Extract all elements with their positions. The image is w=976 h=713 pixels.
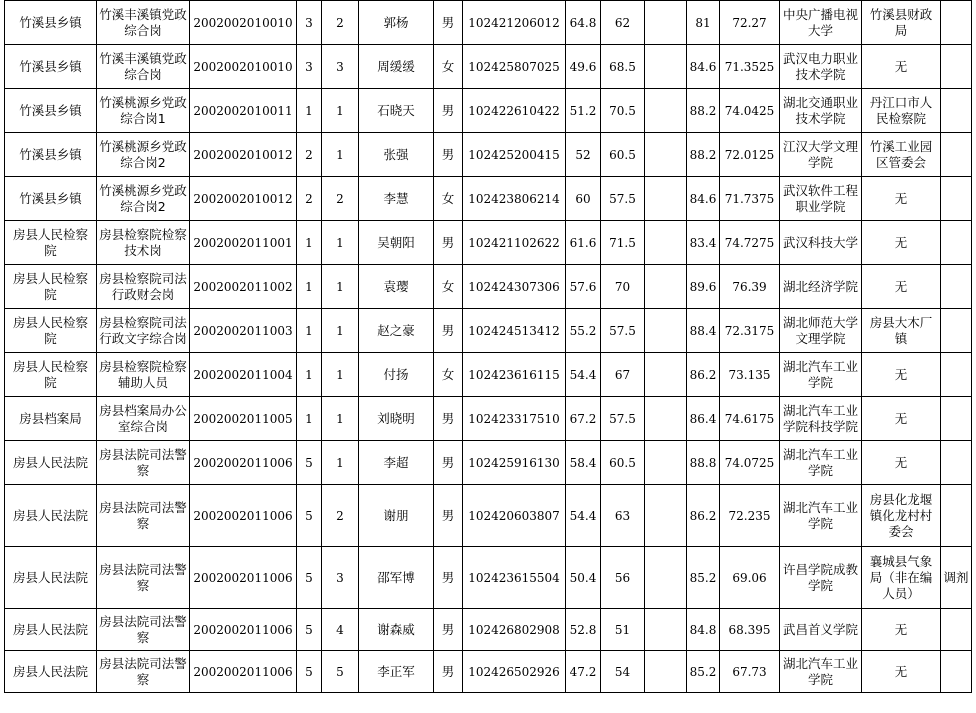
position-cell: 房县检察院检察技术岗 <box>97 221 190 265</box>
extra-score-cell <box>645 609 687 651</box>
written-score-cell: 52 <box>566 133 601 177</box>
note-cell <box>941 485 972 547</box>
total-score-cell: 74.0425 <box>720 89 780 133</box>
test-score-cell: 60.5 <box>601 441 645 485</box>
interview-score-cell: 85.2 <box>687 547 720 609</box>
school-cell: 湖北汽车工业学院 <box>780 651 862 693</box>
position-code-cell: 2002002011006 <box>190 547 297 609</box>
candidate-name-cell: 付扬 <box>359 353 434 397</box>
exam-number-cell: 102421206012 <box>463 1 566 45</box>
employer-cell: 无 <box>862 609 941 651</box>
total-score-cell: 76.39 <box>720 265 780 309</box>
position-code-cell: 2002002011001 <box>190 221 297 265</box>
exam-number-cell: 102425916130 <box>463 441 566 485</box>
rank-cell: 2 <box>322 177 359 221</box>
school-cell: 许昌学院成教学院 <box>780 547 862 609</box>
school-cell: 武汉软件工程职业学院 <box>780 177 862 221</box>
candidate-name-cell: 吴朝阳 <box>359 221 434 265</box>
gender-cell: 男 <box>434 309 463 353</box>
extra-score-cell <box>645 353 687 397</box>
table-row <box>5 353 972 397</box>
note-cell <box>941 609 972 651</box>
unit-cell: 房县档案局 <box>5 397 97 441</box>
extra-score-cell <box>645 397 687 441</box>
table-row <box>5 45 972 89</box>
unit-cell: 房县人民法院 <box>5 651 97 693</box>
note-cell: 调剂 <box>941 547 972 609</box>
written-score-cell: 54.4 <box>566 353 601 397</box>
position-code-cell: 2002002010012 <box>190 177 297 221</box>
unit-cell: 房县人民检察院 <box>5 221 97 265</box>
table-row <box>5 133 972 177</box>
candidate-name-cell: 邵军博 <box>359 547 434 609</box>
unit-cell: 房县人民检察院 <box>5 309 97 353</box>
table-row <box>5 265 972 309</box>
position-cell: 房县检察院司法行政文字综合岗 <box>97 309 190 353</box>
school-cell: 武昌首义学院 <box>780 609 862 651</box>
extra-score-cell <box>645 89 687 133</box>
employer-cell: 无 <box>862 177 941 221</box>
interview-score-cell: 83.4 <box>687 221 720 265</box>
quota-cell: 1 <box>297 309 322 353</box>
exam-number-cell: 102420603807 <box>463 485 566 547</box>
employer-cell: 无 <box>862 353 941 397</box>
note-cell <box>941 45 972 89</box>
table-row <box>5 309 972 353</box>
candidate-name-cell: 赵之豪 <box>359 309 434 353</box>
employer-cell: 房县化龙堰镇化龙村村委会 <box>862 485 941 547</box>
candidate-name-cell: 刘晓明 <box>359 397 434 441</box>
unit-cell: 竹溪县乡镇 <box>5 177 97 221</box>
quota-cell: 5 <box>297 485 322 547</box>
candidate-name-cell: 袁璎 <box>359 265 434 309</box>
position-cell: 竹溪桃源乡党政综合岗2 <box>97 177 190 221</box>
gender-cell: 女 <box>434 45 463 89</box>
test-score-cell: 67 <box>601 353 645 397</box>
position-code-cell: 2002002011006 <box>190 609 297 651</box>
candidate-name-cell: 郭杨 <box>359 1 434 45</box>
total-score-cell: 68.395 <box>720 609 780 651</box>
interview-score-cell: 88.2 <box>687 89 720 133</box>
extra-score-cell <box>645 485 687 547</box>
written-score-cell: 64.8 <box>566 1 601 45</box>
written-score-cell: 60 <box>566 177 601 221</box>
unit-cell: 房县人民法院 <box>5 441 97 485</box>
extra-score-cell <box>645 1 687 45</box>
quota-cell: 5 <box>297 547 322 609</box>
test-score-cell: 51 <box>601 609 645 651</box>
gender-cell: 男 <box>434 485 463 547</box>
test-score-cell: 71.5 <box>601 221 645 265</box>
candidate-name-cell: 张强 <box>359 133 434 177</box>
total-score-cell: 72.235 <box>720 485 780 547</box>
school-cell: 江汉大学文理学院 <box>780 133 862 177</box>
rank-cell: 1 <box>322 89 359 133</box>
position-cell: 房县检察院检察辅助人员 <box>97 353 190 397</box>
written-score-cell: 47.2 <box>566 651 601 693</box>
candidate-name-cell: 李超 <box>359 441 434 485</box>
rank-cell: 2 <box>322 485 359 547</box>
candidate-name-cell: 谢朋 <box>359 485 434 547</box>
unit-cell: 竹溪县乡镇 <box>5 45 97 89</box>
school-cell: 中央广播电视大学 <box>780 1 862 45</box>
written-score-cell: 49.6 <box>566 45 601 89</box>
position-code-cell: 2002002010010 <box>190 1 297 45</box>
employer-cell: 竹溪县财政局 <box>862 1 941 45</box>
table-row <box>5 441 972 485</box>
candidate-name-cell: 谢森威 <box>359 609 434 651</box>
results-table <box>4 0 972 693</box>
unit-cell: 房县人民检察院 <box>5 353 97 397</box>
employer-cell: 房县大木厂镇 <box>862 309 941 353</box>
position-code-cell: 2002002011006 <box>190 485 297 547</box>
interview-score-cell: 86.2 <box>687 353 720 397</box>
quota-cell: 3 <box>297 45 322 89</box>
test-score-cell: 62 <box>601 1 645 45</box>
school-cell: 湖北汽车工业学院 <box>780 485 862 547</box>
exam-number-cell: 102421102622 <box>463 221 566 265</box>
employer-cell: 无 <box>862 441 941 485</box>
rank-cell: 4 <box>322 609 359 651</box>
written-score-cell: 61.6 <box>566 221 601 265</box>
quota-cell: 1 <box>297 221 322 265</box>
gender-cell: 女 <box>434 177 463 221</box>
interview-score-cell: 84.6 <box>687 177 720 221</box>
note-cell <box>941 1 972 45</box>
extra-score-cell <box>645 651 687 693</box>
total-score-cell: 74.6175 <box>720 397 780 441</box>
interview-score-cell: 86.2 <box>687 485 720 547</box>
employer-cell: 无 <box>862 221 941 265</box>
test-score-cell: 60.5 <box>601 133 645 177</box>
written-score-cell: 55.2 <box>566 309 601 353</box>
gender-cell: 男 <box>434 397 463 441</box>
table-row <box>5 609 972 651</box>
gender-cell: 女 <box>434 353 463 397</box>
exam-number-cell: 102423317510 <box>463 397 566 441</box>
total-score-cell: 71.3525 <box>720 45 780 89</box>
written-score-cell: 50.4 <box>566 547 601 609</box>
position-cell: 竹溪丰溪镇党政综合岗 <box>97 1 190 45</box>
rank-cell: 1 <box>322 441 359 485</box>
position-cell: 房县法院司法警察 <box>97 441 190 485</box>
gender-cell: 男 <box>434 547 463 609</box>
unit-cell: 竹溪县乡镇 <box>5 89 97 133</box>
gender-cell: 男 <box>434 89 463 133</box>
note-cell <box>941 89 972 133</box>
table-row <box>5 177 972 221</box>
exam-number-cell: 102423615504 <box>463 547 566 609</box>
exam-number-cell: 102426502926 <box>463 651 566 693</box>
quota-cell: 1 <box>297 397 322 441</box>
candidate-name-cell: 李慧 <box>359 177 434 221</box>
interview-score-cell: 85.2 <box>687 651 720 693</box>
school-cell: 武汉电力职业技术学院 <box>780 45 862 89</box>
note-cell <box>941 133 972 177</box>
rank-cell: 1 <box>322 265 359 309</box>
test-score-cell: 68.5 <box>601 45 645 89</box>
employer-cell: 无 <box>862 45 941 89</box>
exam-number-cell: 102424307306 <box>463 265 566 309</box>
gender-cell: 男 <box>434 441 463 485</box>
written-score-cell: 51.2 <box>566 89 601 133</box>
extra-score-cell <box>645 547 687 609</box>
school-cell: 湖北交通职业技术学院 <box>780 89 862 133</box>
rank-cell: 2 <box>322 1 359 45</box>
total-score-cell: 72.0125 <box>720 133 780 177</box>
test-score-cell: 63 <box>601 485 645 547</box>
table-row <box>5 89 972 133</box>
school-cell: 湖北汽车工业学院 <box>780 353 862 397</box>
exam-number-cell: 102423616115 <box>463 353 566 397</box>
quota-cell: 5 <box>297 651 322 693</box>
position-code-cell: 2002002010011 <box>190 89 297 133</box>
written-score-cell: 57.6 <box>566 265 601 309</box>
position-cell: 房县法院司法警察 <box>97 651 190 693</box>
employer-cell: 无 <box>862 397 941 441</box>
position-cell: 竹溪桃源乡党政综合岗1 <box>97 89 190 133</box>
written-score-cell: 67.2 <box>566 397 601 441</box>
unit-cell: 竹溪县乡镇 <box>5 133 97 177</box>
position-code-cell: 2002002010010 <box>190 45 297 89</box>
test-score-cell: 57.5 <box>601 309 645 353</box>
quota-cell: 2 <box>297 133 322 177</box>
extra-score-cell <box>645 441 687 485</box>
unit-cell: 竹溪县乡镇 <box>5 1 97 45</box>
table-row <box>5 1 972 45</box>
position-cell: 房县法院司法警察 <box>97 609 190 651</box>
total-score-cell: 69.06 <box>720 547 780 609</box>
table-row <box>5 397 972 441</box>
quota-cell: 1 <box>297 89 322 133</box>
position-code-cell: 2002002011005 <box>190 397 297 441</box>
interview-score-cell: 88.8 <box>687 441 720 485</box>
position-code-cell: 2002002010012 <box>190 133 297 177</box>
candidate-name-cell: 周缓缓 <box>359 45 434 89</box>
rank-cell: 1 <box>322 309 359 353</box>
extra-score-cell <box>645 45 687 89</box>
exam-number-cell: 102425807025 <box>463 45 566 89</box>
position-cell: 竹溪丰溪镇党政综合岗 <box>97 45 190 89</box>
exam-number-cell: 102425200415 <box>463 133 566 177</box>
gender-cell: 男 <box>434 133 463 177</box>
employer-cell: 丹江口市人民检察院 <box>862 89 941 133</box>
quota-cell: 2 <box>297 177 322 221</box>
position-code-cell: 2002002011006 <box>190 441 297 485</box>
total-score-cell: 74.0725 <box>720 441 780 485</box>
extra-score-cell <box>645 309 687 353</box>
test-score-cell: 70.5 <box>601 89 645 133</box>
unit-cell: 房县人民检察院 <box>5 265 97 309</box>
school-cell: 湖北经济学院 <box>780 265 862 309</box>
school-cell: 武汉科技大学 <box>780 221 862 265</box>
table-row <box>5 485 972 547</box>
quota-cell: 5 <box>297 441 322 485</box>
gender-cell: 男 <box>434 651 463 693</box>
quota-cell: 3 <box>297 1 322 45</box>
results-table-body <box>5 1 972 693</box>
note-cell <box>941 353 972 397</box>
position-cell: 房县法院司法警察 <box>97 485 190 547</box>
total-score-cell: 74.7275 <box>720 221 780 265</box>
gender-cell: 男 <box>434 221 463 265</box>
quota-cell: 1 <box>297 353 322 397</box>
gender-cell: 男 <box>434 609 463 651</box>
unit-cell: 房县人民法院 <box>5 547 97 609</box>
employer-cell: 襄城县气象局（非在编人员） <box>862 547 941 609</box>
note-cell <box>941 441 972 485</box>
quota-cell: 5 <box>297 609 322 651</box>
unit-cell: 房县人民法院 <box>5 609 97 651</box>
extra-score-cell <box>645 221 687 265</box>
note-cell <box>941 309 972 353</box>
rank-cell: 1 <box>322 353 359 397</box>
table-row <box>5 221 972 265</box>
exam-number-cell: 102423806214 <box>463 177 566 221</box>
interview-score-cell: 88.2 <box>687 133 720 177</box>
position-cell: 房县检察院司法行政财会岗 <box>97 265 190 309</box>
note-cell <box>941 265 972 309</box>
interview-score-cell: 81 <box>687 1 720 45</box>
rank-cell: 5 <box>322 651 359 693</box>
extra-score-cell <box>645 177 687 221</box>
unit-cell: 房县人民法院 <box>5 485 97 547</box>
written-score-cell: 52.8 <box>566 609 601 651</box>
exam-number-cell: 102426802908 <box>463 609 566 651</box>
position-cell: 竹溪桃源乡党政综合岗2 <box>97 133 190 177</box>
extra-score-cell <box>645 133 687 177</box>
quota-cell: 1 <box>297 265 322 309</box>
table-row <box>5 651 972 693</box>
test-score-cell: 57.5 <box>601 177 645 221</box>
rank-cell: 1 <box>322 133 359 177</box>
employer-cell: 竹溪工业园区管委会 <box>862 133 941 177</box>
total-score-cell: 72.3175 <box>720 309 780 353</box>
rank-cell: 3 <box>322 45 359 89</box>
note-cell <box>941 397 972 441</box>
note-cell <box>941 221 972 265</box>
gender-cell: 男 <box>434 1 463 45</box>
interview-score-cell: 86.4 <box>687 397 720 441</box>
note-cell <box>941 651 972 693</box>
employer-cell: 无 <box>862 265 941 309</box>
employer-cell: 无 <box>862 651 941 693</box>
candidate-name-cell: 李正军 <box>359 651 434 693</box>
note-cell <box>941 177 972 221</box>
table-row <box>5 547 972 609</box>
school-cell: 湖北汽车工业学院科技学院 <box>780 397 862 441</box>
interview-score-cell: 84.8 <box>687 609 720 651</box>
test-score-cell: 57.5 <box>601 397 645 441</box>
total-score-cell: 67.73 <box>720 651 780 693</box>
position-code-cell: 2002002011002 <box>190 265 297 309</box>
written-score-cell: 54.4 <box>566 485 601 547</box>
rank-cell: 3 <box>322 547 359 609</box>
position-code-cell: 2002002011003 <box>190 309 297 353</box>
exam-number-cell: 102422610422 <box>463 89 566 133</box>
interview-score-cell: 88.4 <box>687 309 720 353</box>
total-score-cell: 71.7375 <box>720 177 780 221</box>
school-cell: 湖北汽车工业学院 <box>780 441 862 485</box>
exam-number-cell: 102424513412 <box>463 309 566 353</box>
position-code-cell: 2002002011004 <box>190 353 297 397</box>
candidate-name-cell: 石晓天 <box>359 89 434 133</box>
position-code-cell: 2002002011006 <box>190 651 297 693</box>
rank-cell: 1 <box>322 221 359 265</box>
position-cell: 房县档案局办公室综合岗 <box>97 397 190 441</box>
total-score-cell: 72.27 <box>720 1 780 45</box>
interview-score-cell: 84.6 <box>687 45 720 89</box>
position-cell: 房县法院司法警察 <box>97 547 190 609</box>
school-cell: 湖北师范大学文理学院 <box>780 309 862 353</box>
interview-score-cell: 89.6 <box>687 265 720 309</box>
test-score-cell: 56 <box>601 547 645 609</box>
total-score-cell: 73.135 <box>720 353 780 397</box>
rank-cell: 1 <box>322 397 359 441</box>
test-score-cell: 54 <box>601 651 645 693</box>
gender-cell: 女 <box>434 265 463 309</box>
extra-score-cell <box>645 265 687 309</box>
test-score-cell: 70 <box>601 265 645 309</box>
written-score-cell: 58.4 <box>566 441 601 485</box>
